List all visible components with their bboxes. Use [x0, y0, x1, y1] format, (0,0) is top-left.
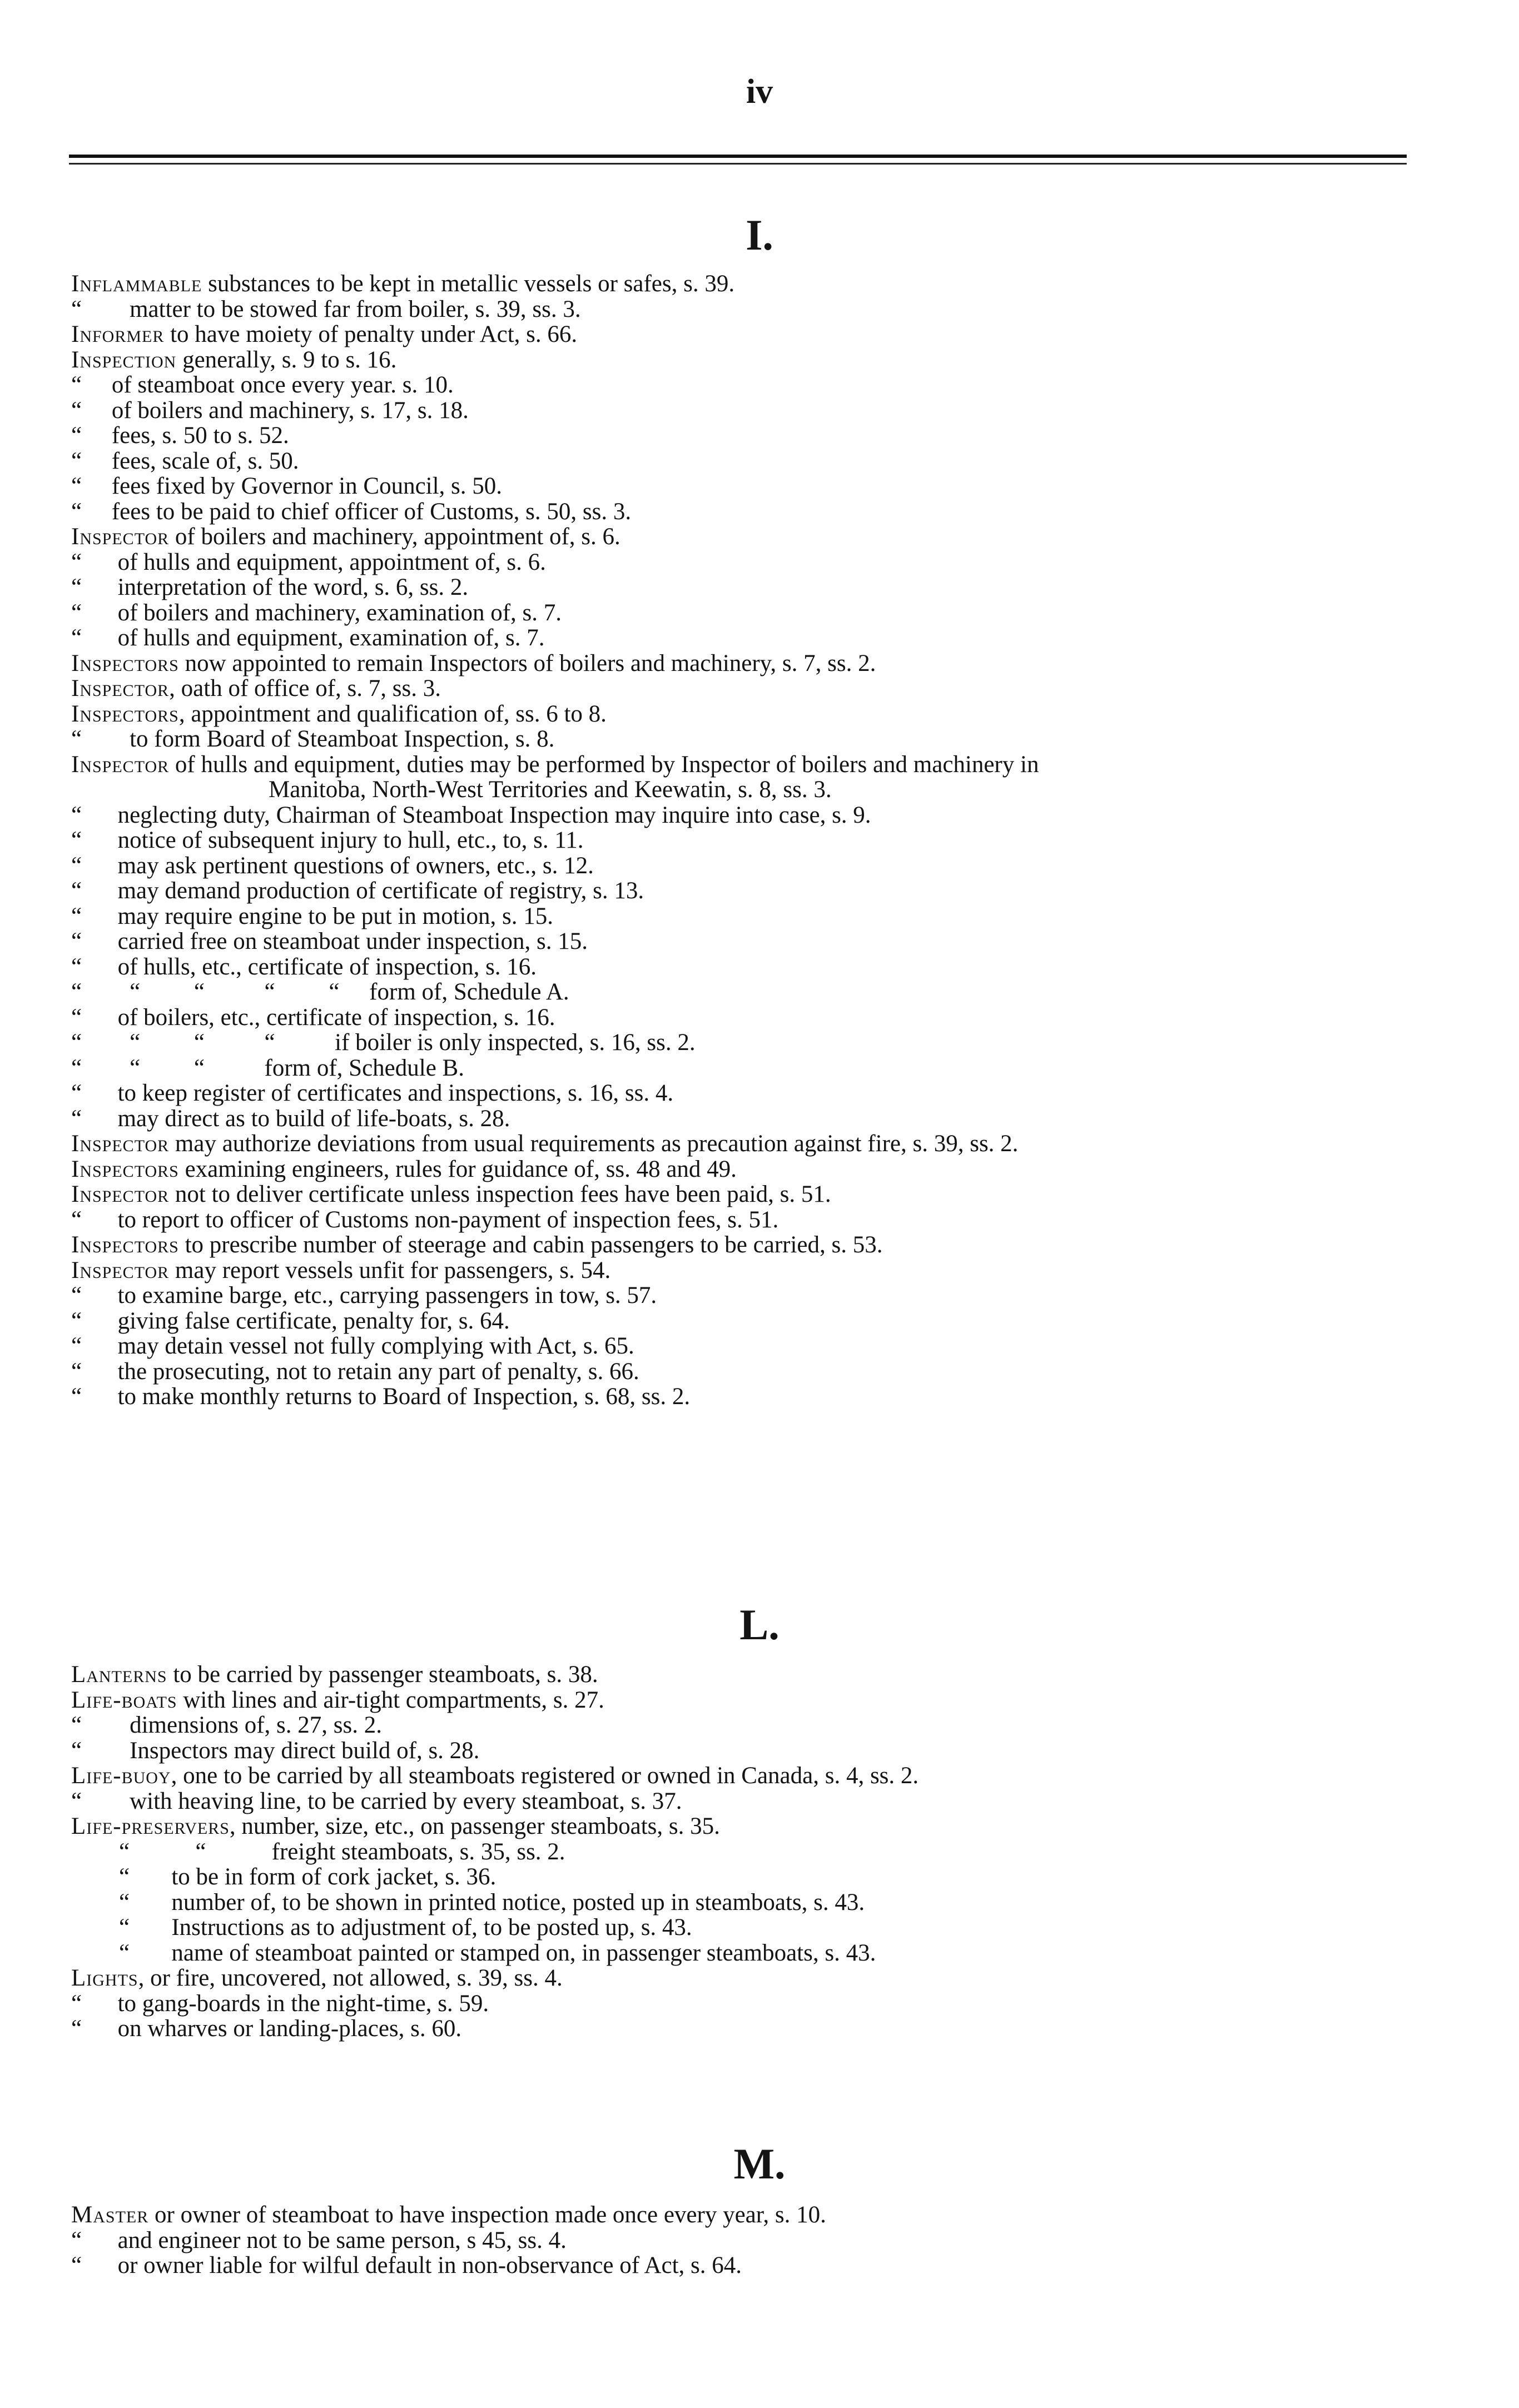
index-entry [71, 1814, 1461, 1839]
index-entry [71, 524, 1461, 550]
entry-keyword: Master [71, 2202, 149, 2228]
index-list-l [71, 1662, 1461, 2042]
entry-text: substances to be kept in metallic vessels or safes, s. 39. [202, 271, 735, 297]
entry-text: “ carried free on steamboat under inspection, s. 15. [71, 928, 588, 954]
entry-keyword: Inspector [71, 1131, 170, 1157]
entry-text: , or fire, uncovered, not allowed, s. 39, ss. 4. [138, 1965, 563, 1991]
entry-keyword: Inspector [71, 1257, 170, 1283]
entry-text: “ giving false certificate, penalty for, s. 64. [71, 1307, 510, 1334]
entry-continuation: Manitoba, North-West Territories and Keewatin, s. 8, ss. 3. [269, 777, 832, 803]
index-entry [71, 1131, 1461, 1157]
index-entry [71, 347, 1461, 373]
index-entry [71, 1056, 1461, 1081]
index-entry [71, 979, 1461, 1005]
entry-text: “ to gang-boards in the night-time, s. 59. [71, 1990, 489, 2017]
index-entry [71, 2253, 1461, 2278]
index-entry [71, 2202, 1461, 2228]
entry-text: “ fees, s. 50 to s. 52. [71, 422, 289, 449]
entry-text: “ or owner liable for wilful default in non-observance of Act, s. 64. [71, 2252, 742, 2278]
entry-text: “ dimensions of, s. 27, ss. 2. [71, 1712, 382, 1738]
index-entry [71, 1157, 1461, 1182]
entry-keyword: Inspector [71, 524, 170, 550]
index-entry [71, 954, 1461, 980]
header-rule-thin [69, 163, 1407, 165]
index-entry [71, 727, 1461, 752]
entry-text: , one to be carried by all steamboats registered or owned in Canada, s. 4, ss. 2. [171, 1763, 919, 1789]
entry-keyword: Inspectors [71, 1232, 179, 1258]
entry-keyword: Inflammable [71, 271, 202, 297]
index-entry [71, 878, 1461, 904]
index-entry [71, 1309, 1461, 1334]
index-entry [71, 2228, 1461, 2253]
index-entry [71, 625, 1461, 651]
entry-text: “ on wharves or landing-places, s. 60. [71, 2016, 462, 2042]
index-entry [71, 1334, 1461, 1359]
index-entry [71, 676, 1461, 701]
index-entry [71, 1081, 1461, 1106]
header-rule-thick [69, 155, 1407, 158]
entry-text: of boilers and machinery, appointment of, s. 6. [169, 524, 620, 550]
index-entry [71, 651, 1461, 676]
index-entry [71, 423, 1461, 449]
entry-keyword: Inspectors [71, 1156, 179, 1182]
entry-text: “ fees fixed by Governor in Council, s. 50. [71, 473, 503, 499]
index-entry [71, 322, 1461, 347]
index-entry [71, 929, 1461, 954]
entry-keyword: Life-buoy [71, 1763, 171, 1789]
entry-keyword: Lights [71, 1965, 138, 1991]
index-entry [71, 1359, 1461, 1385]
entry-text: “ with heaving line, to be carried by every steamboat, s. 37. [71, 1788, 682, 1814]
index-entry [71, 1106, 1461, 1132]
index-list-m [71, 2202, 1461, 2278]
entry-keyword: Lanterns [71, 1661, 167, 1688]
entry-keyword: Inspector [71, 751, 170, 778]
index-entry [71, 828, 1461, 853]
index-entry [71, 372, 1461, 398]
index-entry [71, 1839, 1461, 1865]
entry-text: “ notice of subsequent injury to hull, etc., to, s. 11. [71, 827, 584, 853]
entry-text: “ to examine barge, etc., carrying passengers in tow, s. 57. [71, 1282, 657, 1309]
index-entry [71, 1915, 1461, 1941]
index-entry [71, 1688, 1461, 1713]
index-entry [71, 550, 1461, 575]
entry-keyword: Inspector [71, 675, 170, 701]
index-entry [71, 1005, 1461, 1031]
index-entry [71, 1030, 1461, 1056]
entry-text: “ to keep register of certificates and inspections, s. 16, ss. 4. [71, 1080, 674, 1106]
entry-text: “ to be in form of cork jacket, s. 36. [71, 1864, 497, 1890]
index-entry [71, 271, 1461, 297]
entry-text: may authorize deviations from usual requirements as precaution against fire, s. 39, ss. 2. [169, 1131, 1019, 1157]
entry-text: “ to report to officer of Customs non-payment of inspection fees, s. 51. [71, 1206, 779, 1233]
entry-text: “ number of, to be shown in printed notice, posted up in steamboats, s. 43. [71, 1889, 865, 1916]
entry-text: to be carried by passenger steamboats, s. 38. [167, 1661, 598, 1688]
entry-keyword: Inspectors [71, 650, 179, 676]
entry-text: “ of hulls and equipment, examination of, s. 7. [71, 625, 545, 651]
entry-text: “ may require engine to be put in motion, s. 15. [71, 903, 553, 929]
index-entry [71, 1941, 1461, 1966]
entry-text: examining engineers, rules for guidance of, ss. 48 and 49. [178, 1156, 737, 1182]
index-entry [71, 752, 1461, 803]
entry-text: “ neglecting duty, Chairman of Steamboat Inspection may inquire into case, s. 9. [71, 802, 871, 828]
index-entry [71, 1890, 1461, 1916]
index-entry [71, 1384, 1461, 1410]
index-entry [71, 904, 1461, 929]
index-entry [71, 1207, 1461, 1233]
entry-text: “ the prosecuting, not to retain any part of penalty, s. 66. [71, 1358, 639, 1385]
entry-text: “ name of steamboat painted or stamped on, in passenger steamboats, s. 43. [71, 1939, 876, 1966]
entry-text: with lines and air-tight compartments, s. 27. [177, 1686, 604, 1713]
entry-keyword: Life-preservers [71, 1813, 230, 1839]
entry-text: “ may demand production of certificate of registry, s. 13. [71, 878, 644, 904]
index-entry [71, 701, 1461, 727]
index-entry [71, 1738, 1461, 1764]
entry-text: , oath of office of, s. 7, ss. 3. [169, 675, 441, 701]
index-entry [71, 803, 1461, 828]
entry-text: “ of hulls and equipment, appointment of, s. 6. [71, 549, 546, 575]
entry-text: , number, size, etc., on passenger steamboats, s. 35. [229, 1813, 720, 1839]
index-entry [71, 297, 1461, 322]
index-list-i [71, 271, 1461, 1410]
entry-text: “ of boilers and machinery, s. 17, s. 18. [71, 397, 469, 424]
index-entry [71, 1966, 1461, 1991]
entry-text: or owner of steamboat to have inspection made once every year, s. 10. [148, 2202, 826, 2228]
index-entry [71, 1763, 1461, 1789]
index-entry [71, 1864, 1461, 1890]
index-entry [71, 1258, 1461, 1283]
index-entry [71, 853, 1461, 879]
entry-text: not to deliver certificate unless inspection fees have been paid, s. 51. [169, 1181, 831, 1207]
page-number: iv [746, 73, 773, 111]
index-entry [71, 600, 1461, 626]
entry-text: “ fees to be paid to chief officer of Customs, s. 50, ss. 3. [71, 498, 632, 525]
entry-keyword: Inspector [71, 1181, 170, 1207]
entry-text: “ of boilers, etc., certificate of inspection, s. 16. [71, 1004, 555, 1031]
index-entry [71, 499, 1461, 525]
entry-text: “ of steamboat once every year. s. 10. [71, 372, 454, 398]
section-heading-l: L. [739, 1600, 780, 1649]
entry-text: “ of boilers and machinery, examination of, s. 7. [71, 599, 562, 626]
entry-keyword: Life-boats [71, 1686, 177, 1713]
entry-text: “ Instructions as to adjustment of, to be posted up, s. 43. [71, 1914, 692, 1941]
index-entry [71, 1182, 1461, 1207]
index-entry [71, 1283, 1461, 1309]
entry-text: “ fees, scale of, s. 50. [71, 447, 299, 474]
section-heading-m: M. [733, 2140, 786, 2188]
entry-text: “ matter to be stowed far from boiler, s. 39, ss. 3. [71, 296, 581, 322]
entry-text: , appointment and qualification of, ss. 6 to 8. [178, 700, 607, 727]
entry-text: generally, s. 9 to s. 16. [176, 346, 397, 373]
entry-text: “ “ “ form of, Schedule B. [71, 1054, 464, 1081]
index-entry [71, 449, 1461, 474]
entry-text: “ may detain vessel not fully complying with Act, s. 65. [71, 1333, 634, 1359]
entry-text: “ “ “ “ if boiler is only inspected, s. 16, ss. 2. [71, 1029, 696, 1056]
entry-text: “ and engineer not to be same person, s 45, ss. 4. [71, 2227, 567, 2253]
entry-text: “ to form Board of Steamboat Inspection, s. 8. [71, 726, 555, 752]
entry-text: “ interpretation of the word, s. 6, ss. 2. [71, 574, 469, 600]
entry-text: now appointed to remain Inspectors of boilers and machinery, s. 7, ss. 2. [178, 650, 876, 676]
entry-text: “ may direct as to build of life-boats, s. 28. [71, 1105, 510, 1132]
index-entry [71, 474, 1461, 499]
entry-text: may report vessels unfit for passengers, s. 54. [169, 1257, 611, 1283]
entry-text: “ “ freight steamboats, s. 35, ss. 2. [71, 1838, 565, 1865]
entry-text: “ to make monthly returns to Board of Inspection, s. 68, ss. 2. [71, 1384, 691, 1410]
entry-keyword: Inspectors [71, 700, 179, 727]
index-entry [71, 1991, 1461, 2017]
entry-text: “ “ “ “ “ form of, Schedule A. [71, 979, 569, 1005]
index-entry [71, 398, 1461, 424]
index-entry [71, 575, 1461, 600]
entry-text: “ of hulls, etc., certificate of inspection, s. 16. [71, 953, 537, 980]
entry-text: of hulls and equipment, duties may be performed by Inspector of boilers and machinery in [169, 751, 1039, 778]
entry-text: “ may ask pertinent questions of owners, etc., s. 12. [71, 852, 594, 879]
index-entry [71, 2016, 1461, 2042]
entry-keyword: Inspection [71, 346, 177, 373]
index-entry [71, 1662, 1461, 1688]
section-heading-i: I. [746, 211, 773, 259]
index-entry [71, 1232, 1461, 1258]
index-entry [71, 1789, 1461, 1814]
entry-text: to prescribe number of steerage and cabin passengers to be carried, s. 53. [178, 1232, 883, 1258]
entry-keyword: Informer [71, 321, 165, 347]
entry-text: “ Inspectors may direct build of, s. 28. [71, 1737, 480, 1764]
entry-text: to have moiety of penalty under Act, s. 66. [164, 321, 578, 347]
index-entry [71, 1713, 1461, 1738]
